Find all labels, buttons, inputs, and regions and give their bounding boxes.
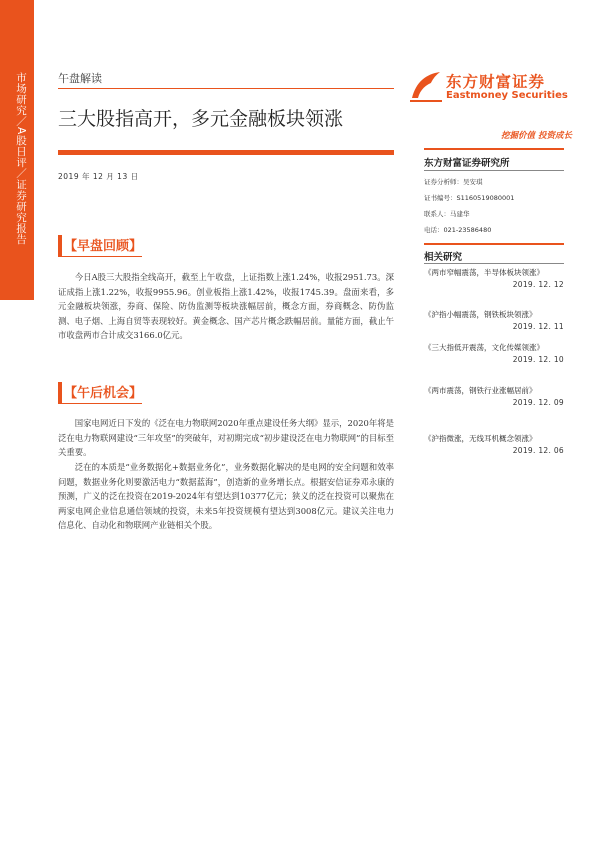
eastmoney-logo-icon (408, 68, 444, 104)
related-item-title[interactable]: 《两市震荡，钢铁行业涨幅居前》 (424, 386, 537, 395)
related-item[interactable] (424, 384, 564, 407)
section-heading-afternoon-opportunity (58, 382, 142, 404)
section-heading-morning-review (58, 235, 142, 257)
related-item[interactable] (424, 308, 564, 331)
contact-person: 联系人：马建华 (424, 210, 470, 218)
report-date: 2019 年 12 月 13 日 (58, 172, 139, 181)
institute-divider (424, 148, 564, 150)
related-item-date: 2019. 12. 11 (512, 322, 564, 331)
related-research-heading: 相关研究 (424, 252, 463, 263)
related-item[interactable] (424, 266, 564, 289)
institute-name: 东方财富证券研究所 (424, 158, 510, 169)
page-title: 三大股指高开，多元金融板块领涨 (58, 108, 344, 130)
related-divider (424, 243, 564, 245)
brand-logo (408, 68, 568, 104)
contact-phone: 电话：021-23586480 (424, 226, 492, 234)
related-item-title[interactable]: 《沪指微涨，无线耳机概念领涨》 (424, 434, 537, 443)
related-item-title[interactable]: 《三大指低开震荡，文化传媒领涨》 (424, 343, 544, 352)
title-divider-bottom (58, 150, 394, 155)
related-item[interactable] (424, 341, 564, 364)
left-sidebar (0, 0, 34, 842)
sidebar-category-text: 市场研究／A股日评／证券研究报告 (15, 72, 27, 245)
brand-slogan: 挖掘价值 投资成长 (501, 131, 572, 141)
analyst-name: 证券分析师：吴安琪 (424, 178, 483, 186)
morning-review-paragraph: 今日A股三大股指全线高开，截至上午收盘，上证指数上涨1.24%，收报2951.73。深证成指上涨1.22%，收报9955.96。创业板指上涨1.42%，收报1745.39。盘面来看，多元金融板块领涨，券商、保险、防伪监测等板块涨幅居前，概念方面，券商概念、防伪监测、电子烟、上海自贸等表现较好。黄金概念、国产芯片概念跌幅居前。量能方面，截止午市收盘两市合计成交3166.0亿元。 (58, 272, 394, 340)
related-item-date: 2019. 12. 10 (512, 355, 564, 364)
section-heading-text: 【早盘回顾】 (64, 239, 143, 254)
brand-name-en: Eastmoney Securities (446, 90, 568, 101)
section-heading-text: 【午后机会】 (64, 386, 143, 401)
title-divider-top (58, 88, 394, 89)
related-item-title[interactable]: 《两市窄幅震荡，半导体板块领涨》 (424, 268, 544, 277)
afternoon-paragraph-1: 国家电网近日下发的《泛在电力物联网2020年重点建设任务大纲》显示，2020年将是泛在电力物联网建设“三年攻坚”的突破年，对初期完成“初步建设泛在电力物联网”的目标至关重要。 (58, 418, 394, 457)
related-item-date: 2019. 12. 06 (512, 446, 564, 455)
institute-underline (424, 170, 564, 171)
related-item-date: 2019. 12. 12 (512, 280, 564, 289)
related-item-title[interactable]: 《沪指小幅震荡，钢铁板块领涨》 (424, 310, 537, 319)
report-type-label: 午盘解读 (58, 72, 102, 85)
afternoon-paragraph-2: 泛在的本质是“业务数据化+数据业务化”，业务数据化解决的是电网的安全问题和效率问题，数据业务化则要激活电力“数据蓝海”，创造新的业务增长点。根据安信证券邓永康的预测，广义的泛在投资在2019-2024年有望达到10377亿元；狭义的泛在投资可以聚焦在两家电网企业信息通信领域的投资，未来5年投资规模有望达到3008亿元。建议关注电力信息化、自动化和物联网产业链相关个股。 (58, 462, 394, 530)
certificate-number: 证书编号：S1160519080001 (424, 194, 515, 202)
related-underline (424, 263, 564, 264)
brand-name-cn: 东方财富证券 (446, 73, 546, 91)
related-item[interactable] (424, 432, 564, 455)
related-item-date: 2019. 12. 09 (512, 398, 564, 407)
